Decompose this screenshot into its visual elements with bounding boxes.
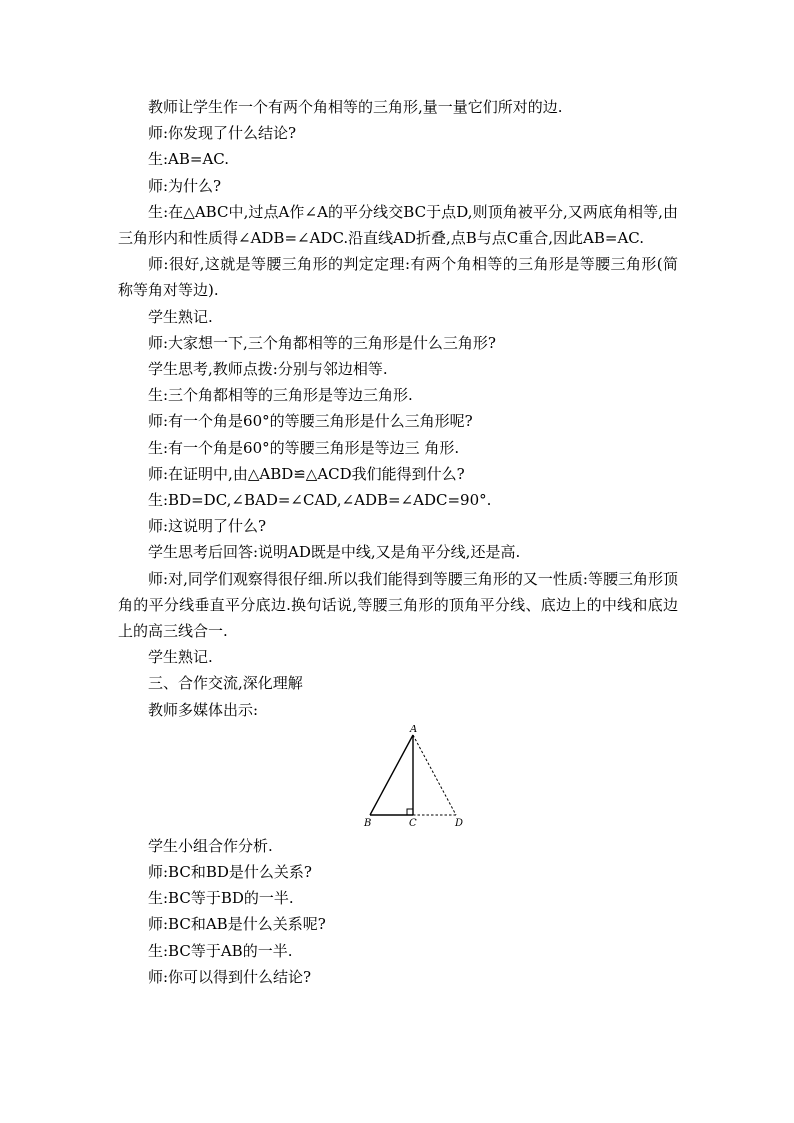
paragraph: 师:对,同学们观察得很仔细.所以我们能得到等腰三角形的又一性质:等腰三角形顶角的平分线垂直平分底边.换句话说,等腰三角形的顶角平分线、底边上的中线和底边上的高三线合一.	[118, 569, 678, 641]
paragraph: 学生思考后回答:说明AD既是中线,又是角平分线,还是高.	[148, 543, 521, 562]
paragraph: 生:BC等于BD的一半.	[148, 889, 294, 908]
paragraph: 学生思考,教师点拨:分别与邻边相等.	[148, 360, 388, 379]
point-label-c: C	[409, 817, 417, 829]
paragraph: 师:在证明中,由△ABD≌△ACD我们能得到什么?	[148, 464, 465, 483]
paragraph: 生:BC等于AB的一半.	[148, 941, 293, 960]
paragraph: 学生熟记.	[148, 648, 213, 667]
paragraph: 教师让学生作一个有两个角相等的三角形,量一量它们所对的边.	[148, 98, 563, 116]
paragraph: 师:你可以得到什么结论?	[148, 967, 312, 986]
paragraph: 生:三个角都相等的三角形是等边三角形.	[148, 386, 413, 405]
point-label-b: B	[364, 817, 372, 829]
paragraph: 生:在△ABC中,过点A作∠A的平分线交BC于点D,则顶角被平分,又两底角相等,由三角形内和性质得∠ADB=∠ADC.沿直线AD折叠,点B与点C重合,因此AB=AC.	[118, 202, 678, 248]
document-body	[118, 94, 678, 990]
triangle-figure-container	[118, 725, 678, 829]
paragraph: 生:BD=DC,∠BAD=∠CAD,∠ADB=∠ADC=90°.	[148, 491, 492, 510]
paragraph: 师:你发现了什么结论?	[148, 124, 297, 143]
paragraph: 教师多媒体出示:	[148, 700, 259, 719]
paragraph: 师:大家想一下,三个角都相等的三角形是什么三角形?	[148, 333, 496, 352]
segment-ad-dashed	[413, 735, 456, 815]
paragraph: 师:有一个角是60°的等腰三角形是什么三角形呢?	[148, 412, 473, 431]
paragraph: 生:有一个角是60°的等腰三角形是等边三 角形.	[148, 438, 460, 457]
point-label-d: D	[455, 817, 464, 829]
paragraph: 师:这说明了什么?	[148, 517, 267, 536]
paragraph: 学生熟记.	[148, 307, 213, 326]
paragraph: 师:很好,这就是等腰三角形的判定定理:有两个角相等的三角形是等腰三角形(简称等角对等边).	[118, 255, 678, 300]
triangle-diagram	[358, 725, 468, 829]
segment-ab	[370, 735, 413, 815]
right-angle-mark	[407, 809, 413, 815]
paragraph: 师:BC和BD是什么关系?	[148, 863, 312, 882]
section-heading: 三、合作交流,深化理解	[148, 674, 303, 693]
paragraph: 师:为什么?	[148, 176, 222, 195]
triangle-figure	[358, 725, 468, 829]
paragraph: 师:BC和AB是什么关系呢?	[148, 915, 326, 934]
paragraph: 学生小组合作分析.	[148, 836, 273, 855]
point-label-a: A	[410, 724, 418, 735]
paragraph: 生:AB=AC.	[148, 150, 230, 169]
